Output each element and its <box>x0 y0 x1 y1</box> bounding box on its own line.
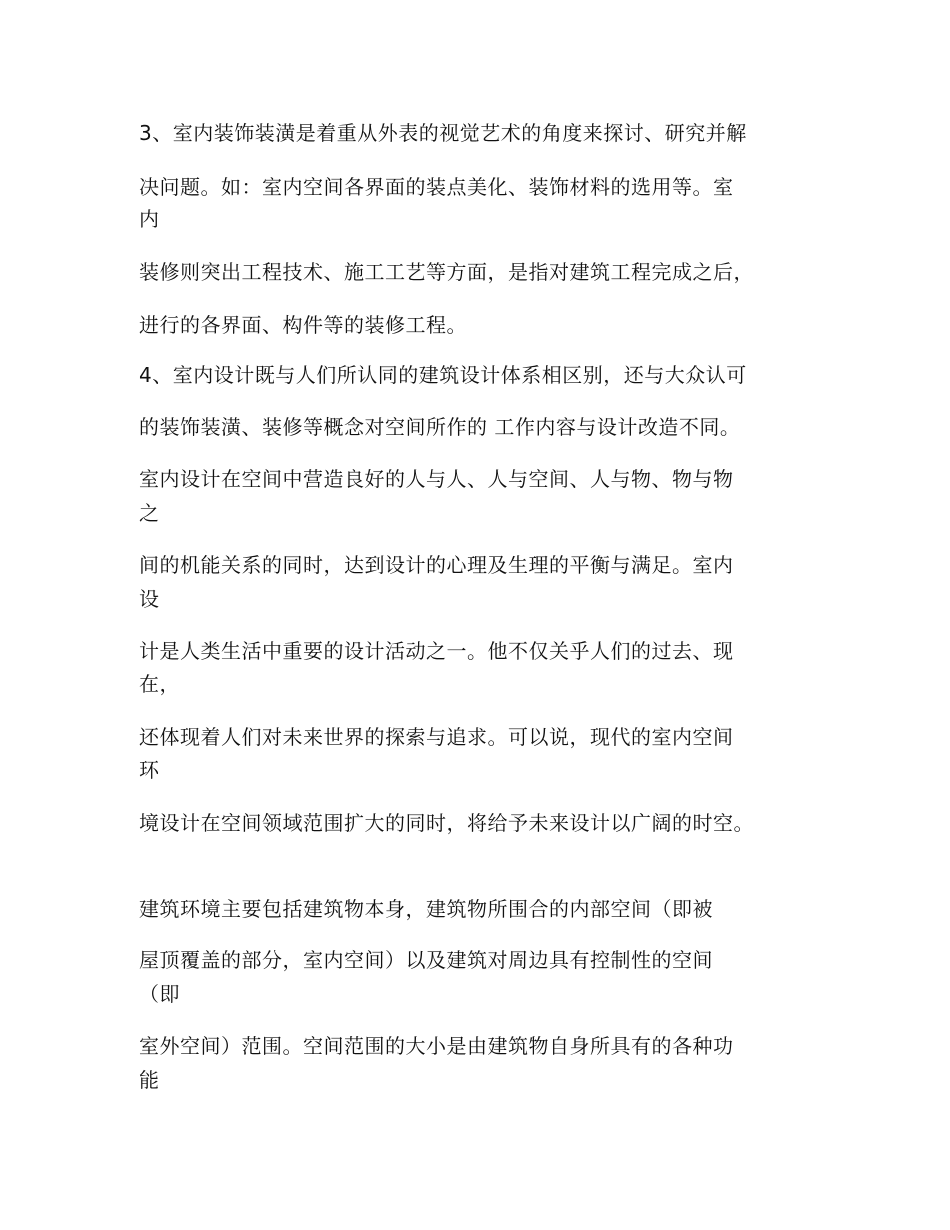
text-line: 建筑环境主要包括建筑物本身，建筑物所围合的内部空间（即被 <box>139 897 713 921</box>
text-line: 的装饰装潢、装修等概念对空间所作的 工作内容与设计改造不同。 <box>139 415 741 439</box>
text-line: 决问题。如：室内空间各界面的装点美化、装饰材料的选用等。室 <box>139 175 734 199</box>
text-line: 之 <box>139 501 160 525</box>
text-line: 间的机能关系的同时，达到设计的心理及生理的平衡与满足。室内 <box>139 553 734 577</box>
text-line: 4、室内设计既与人们所认同的建筑设计体系相区别，还与大众认可 <box>139 363 747 387</box>
text-line: （即 <box>139 982 180 1006</box>
text-line: 屋顶覆盖的部分，室内空间）以及建筑对周边具有控制性的空间 <box>139 948 713 972</box>
text-line: 能 <box>139 1068 160 1092</box>
text-line: 室外空间）范围。空间范围的大小是由建筑物自身所具有的各种功 <box>139 1034 734 1058</box>
text-line: 装修则突出工程技术、施工工艺等方面，是指对建筑工程完成之后， <box>139 260 754 284</box>
text-line: 进行的各界面、构件等的装修工程。 <box>139 313 467 337</box>
text-line: 设 <box>139 587 160 611</box>
text-line: 在， <box>139 672 180 696</box>
text-line: 还体现着人们对未来世界的探索与追求。可以说，现代的室内空间 <box>139 725 734 749</box>
text-line: 计是人类生活中重要的设计活动之一。他不仅关乎人们的过去、现 <box>139 639 734 663</box>
text-line: 室内设计在空间中营造良好的人与人、人与空间、人与物、物与物 <box>139 467 734 491</box>
text-line: 环 <box>139 758 160 782</box>
text-line: 3、室内装饰装潢是着重从外表的视觉艺术的角度来探讨、研究并解 <box>139 121 747 145</box>
text-line: 境设计在空间领域范围扩大的同时，将给予未来设计以广阔的时空。 <box>139 811 754 835</box>
text-line: 内 <box>139 207 160 231</box>
